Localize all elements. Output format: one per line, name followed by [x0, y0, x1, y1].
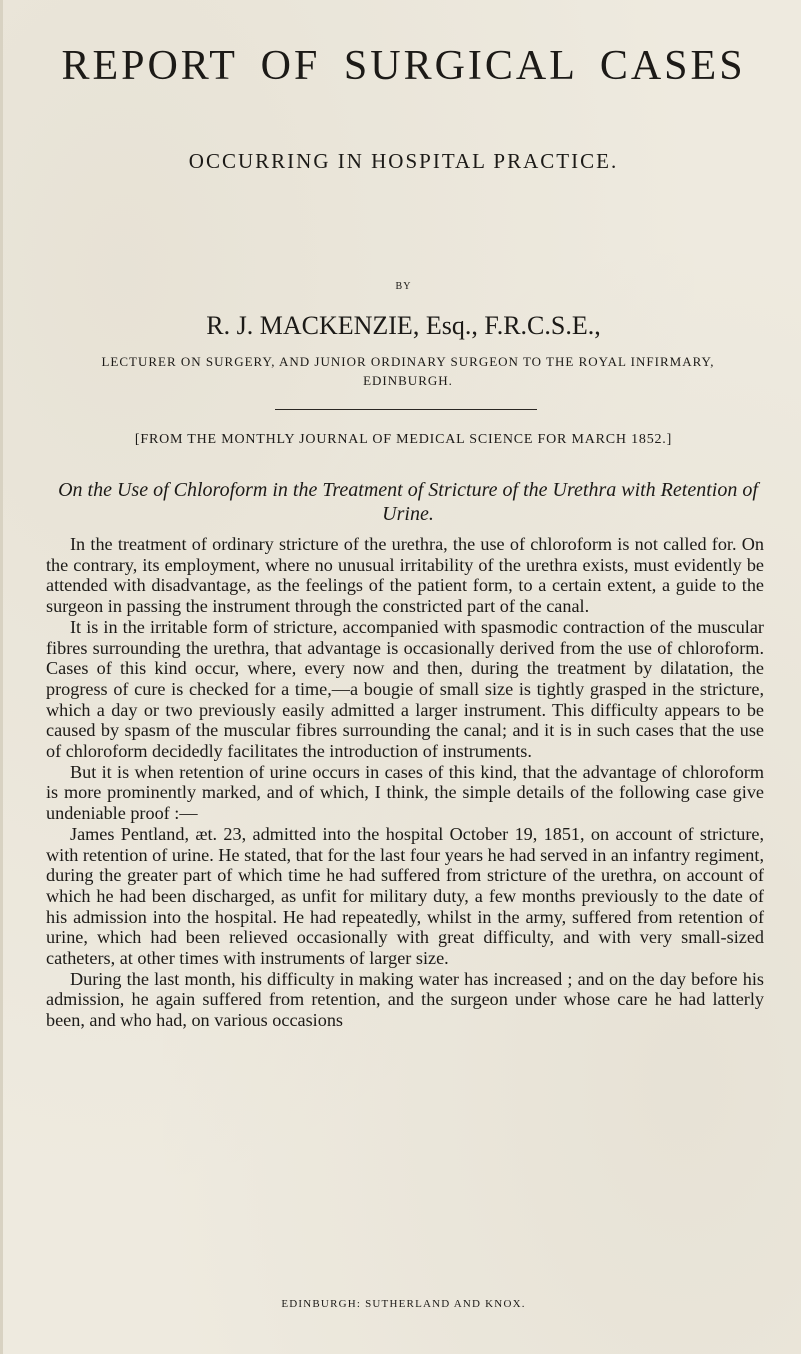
- article-title: On the Use of Chloroform in the Treatment of Stricture of the Urethra with Retention of Urine.: [58, 479, 758, 525]
- paragraph: It is in the irritable form of stricture, accompanied with spasmodic contraction of the muscular fibres surrounding the urethra, that advantage is occasionally derived from the use of chloroform. Cases of this kind occur, where, every now and then, during the treatment by dilatation, the progress of cure is checked for a time,—a bougie of small size is tightly grasped in the stricture, which a day or two previously easily admitted a larger instrument. This difficulty appears to be caused by spasm of the muscular fibres surrounding the canal; and it is in such cases that the use of chloroform decidedly facilitates the introduction of instruments.: [46, 616, 764, 762]
- source-note: [FROM THE MONTHLY JOURNAL OF MEDICAL SCIENCE FOR MARCH 1852.]: [134, 432, 673, 447]
- author-credentials: LECTURER ON SURGERY, AND JUNIOR ORDINARY SURGEON TO THE ROYAL INFIRMARY, EDINBURGH.: [101, 354, 715, 388]
- paragraph: But it is when retention of urine occurs in cases of this kind, that the advantage of chloroform is more prominently marked, and of which, I think, the simple details of the following case give undeniable proof :—: [46, 761, 764, 824]
- title-divider: [275, 409, 537, 410]
- report-title: REPORT OF SURGICAL CASES: [61, 43, 746, 89]
- paragraph: James Pentland, æt. 23, admitted into the hospital October 19, 1851, on account of stricture, with retention of urine. He stated, that for the last four years he had served in an infantry regiment, during the greater part of which time he had suffered from stricture of the urethra, on account of which he had been discharged, as unfit for military duty, a few months previously to the date of his admission into the hospital. He had repeatedly, whilst in the army, suffered from retention of urine, which had been relieved occasionally with great difficulty, and with very small-sized catheters, at other times with instruments of larger size.: [46, 823, 764, 969]
- paragraph: During the last month, his difficulty in making water has increased ; and on the day before his admission, he again suffered from retention, and the surgeon under whose care he had latterly been, and who had, on various occasions: [46, 968, 764, 1031]
- article-body: [46, 534, 764, 1031]
- printer-imprint: EDINBURGH: SUTHERLAND AND KNOX.: [281, 1298, 526, 1310]
- byline-label: BY: [395, 281, 412, 292]
- paragraph: In the treatment of ordinary stricture of the urethra, the use of chloroform is not called for. On the contrary, its employment, where no unusual irritability of the urethra exists, must evidently be attended with disadvantage, as the feelings of the patient form, to a certain extent, a guide to the surgeon in passing the instrument through the constricted part of the canal.: [46, 534, 764, 617]
- report-subtitle: OCCURRING IN HOSPITAL PRACTICE.: [188, 149, 619, 173]
- author-name: R. J. MACKENZIE, Esq., F.R.C.S.E.,: [206, 311, 601, 340]
